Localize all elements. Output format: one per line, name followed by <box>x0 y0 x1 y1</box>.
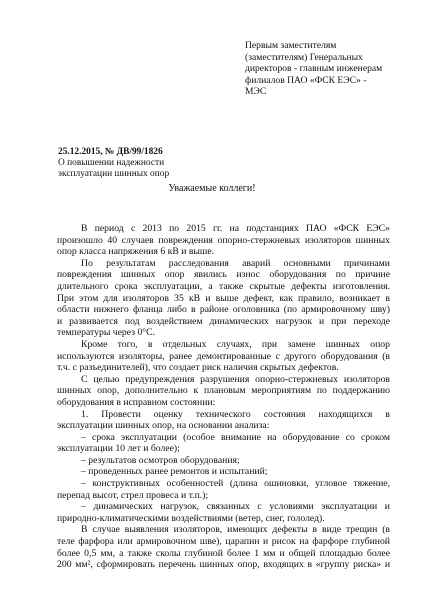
body-line: – результатов осмотров оборудования; <box>81 454 240 466</box>
addressee-line: МЭС <box>245 86 267 98</box>
body-line: опор класса напряжения 6 кВ и выше. <box>57 246 215 258</box>
letter-body <box>57 223 390 571</box>
body-line: шинных опор, дополнительно к плановым мероприятиям по поддержанию <box>57 385 390 397</box>
body-line: – проведенных ранее ремонтов и испытаний; <box>81 466 268 478</box>
body-line: В случае выявления изоляторов, имеющих дефекты в виде трещин (в <box>81 524 390 536</box>
body-line: используются изоляторы, ранее демонтированные с другого оборудования (в <box>57 350 390 362</box>
body-line: 1. Провести оценку технического состояния находящихся в <box>81 408 390 420</box>
greeting: Уважаемые коллеги! <box>168 183 256 194</box>
body-line: эксплуатации шинных опор, на основании анализа: <box>57 420 270 432</box>
addressee-line: филиалов ПАО «ФСК ЕЭС» - <box>245 74 367 86</box>
body-line: эксплуатации 10 лет и более); <box>57 443 180 455</box>
body-line: С целью предупреждения разрушения опорно-стержневых изоляторов <box>81 373 390 385</box>
subject-line: О повышении надежности <box>58 158 165 169</box>
addressee-block <box>245 40 405 98</box>
document-number: 25.12.2015, № ДВ/99/1826 <box>58 147 163 157</box>
body-line: более 0,5 мм, а также сколы глубиной более 1 мм и общей площадью более <box>57 547 390 559</box>
body-line: оборудования в исправном состоянии: <box>57 396 216 408</box>
body-line: – срока эксплуатации (особое внимание на оборудование со сроком <box>81 431 390 443</box>
body-line: По результатам расследования аварий основными причинами <box>81 257 390 269</box>
body-line: – конструктивных особенностей (длина ошиновки, угловое тяжение, <box>81 478 390 490</box>
body-line: и развивается под воздействием динамических нагрузок и при переходе <box>57 315 390 327</box>
body-line: перепад высот, стрел провеса и т.п.); <box>57 489 209 501</box>
body-line: области нижнего фланца либо в районе оголовника (по армировочному шву) <box>57 304 390 316</box>
body-line: При этом для изоляторов 35 кВ и выше дефект, как правило, возникает в <box>57 292 390 304</box>
body-line: т.ч. с разъединителей), что создает риск наличия скрытых дефектов. <box>57 362 339 374</box>
body-line: В период с 2013 по 2015 гг. на подстанциях ПАО «ФСК ЕЭС» <box>81 223 390 234</box>
body-line: повреждения шинных опор явились износ оборудования по причине <box>57 269 390 281</box>
reference-block <box>58 147 169 181</box>
body-line: произошло 40 случаев повреждения опорно-стержневых изоляторов шинных <box>57 234 390 246</box>
body-line: теле фарфора или армировочном шве), царапин и рисок на фарфоре глубиной <box>57 536 390 548</box>
body-line: природно-климатическими воздействиями (ветер, снег, гололед). <box>57 512 325 524</box>
addressee-line: директоров - главным инженерам <box>245 63 383 75</box>
subject-line: эксплуатации шинных опор <box>58 169 170 180</box>
body-line: 200 мм², сформировать перечень шинных опор, входящих в «группу риска» и <box>57 559 390 571</box>
body-line: – динамических нагрузок, связанных с условиями эксплуатации и <box>81 501 390 513</box>
body-line: длительного срока эксплуатации, а также скрытые дефекты изготовления. <box>57 280 390 292</box>
addressee-line: (заместителям) Генеральных <box>245 51 363 63</box>
body-line: температуры через 0°С. <box>57 327 156 339</box>
addressee-line: Первым заместителям <box>245 40 337 51</box>
body-line: Кроме того, в отдельных случаях, при замене шинных опор <box>81 338 390 350</box>
